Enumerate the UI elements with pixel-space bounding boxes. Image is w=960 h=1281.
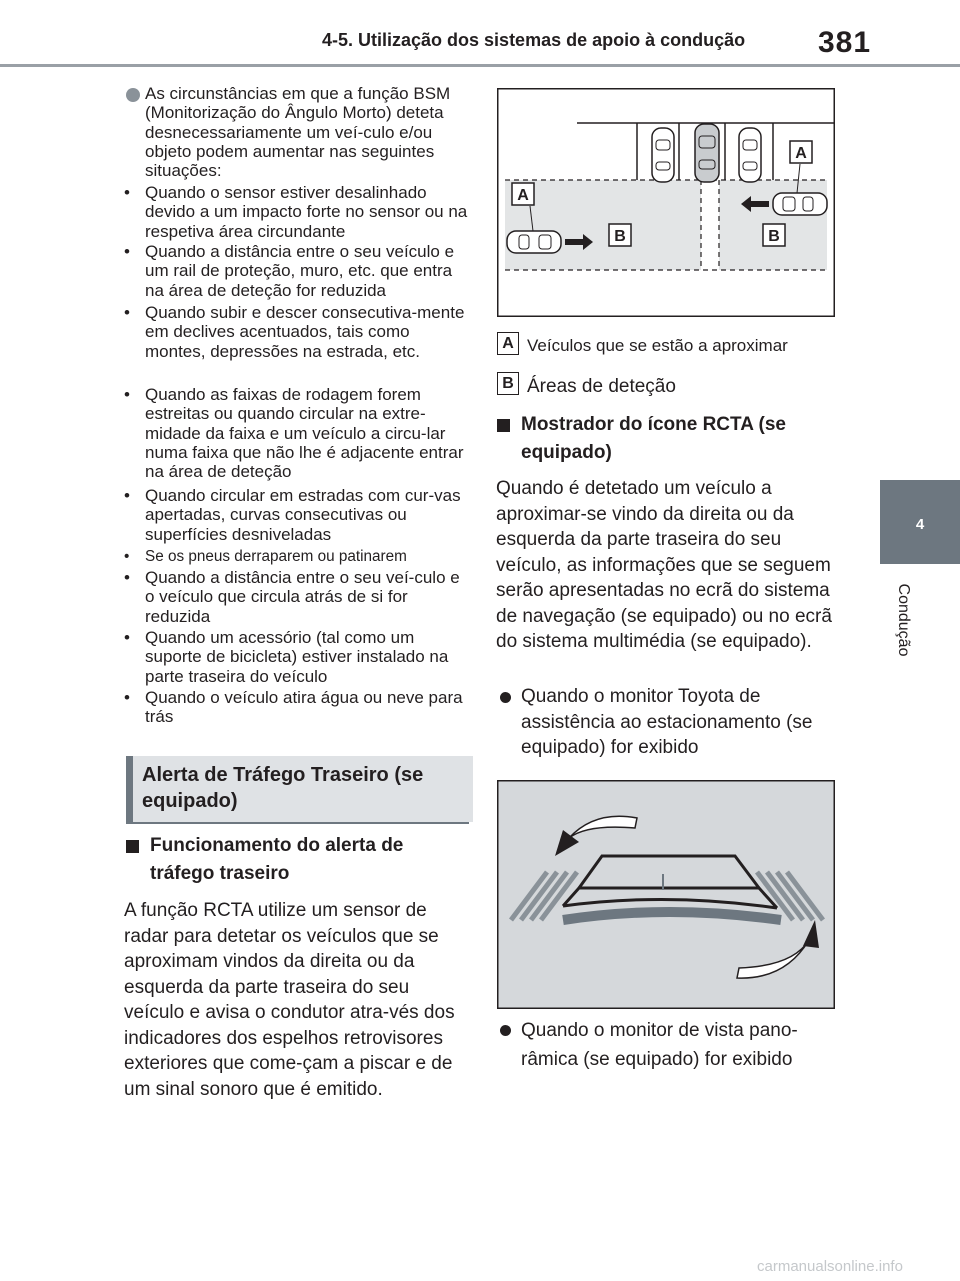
header-rule bbox=[0, 64, 960, 67]
list-item: • Quando a distância entre o seu veí-culo e o veículo que circula atrás de si for reduzida bbox=[124, 568, 469, 626]
subheading-rcta-operation: Funcionamento do alerta de tráfego traseiro bbox=[150, 835, 404, 884]
approaching-car-right-icon bbox=[773, 193, 827, 215]
bullet-text-parking-assist: Quando o monitor Toyota de assistência ao estacionamento (se equipado) for exibido bbox=[521, 686, 813, 758]
caption-label-b: B bbox=[497, 372, 519, 395]
list-item-text: Quando subir e descer consecutiva-mente em declives acentuados, tais como montes, depressões na estrada, etc. bbox=[145, 303, 465, 361]
caption-a-text: Veículos que se estão a aproximar bbox=[527, 336, 788, 355]
svg-text:A: A bbox=[795, 145, 807, 162]
approaching-car-left-icon bbox=[507, 231, 561, 253]
list-item-text: Quando o sensor estiver desalinhado devido a um impacto forte no sensor ou na respetiva área circundante bbox=[145, 183, 468, 241]
parked-car-icon bbox=[652, 128, 674, 182]
list-item-text: Quando as faixas de rodagem forem estreitas ou quando circular na extre-midade da faixa e um veículo a circu-lar numa faixa que não lhe é adjacente entrar na área de deteção bbox=[145, 385, 464, 482]
bullet-dot-icon bbox=[500, 1025, 511, 1036]
list-item: • Quando um acessório (tal como um suporte de bicicleta) estiver instalado na parte traseira do veículo bbox=[124, 628, 469, 686]
list-item: • Quando o veículo atira água ou neve para trás bbox=[124, 688, 469, 727]
section-heading: Alerta de Tráfego Traseiro (se equipado) bbox=[142, 764, 424, 812]
bullet-dot-icon bbox=[126, 88, 140, 102]
rear-monitor-illustration bbox=[497, 780, 835, 1009]
label-a-right bbox=[790, 141, 812, 163]
svg-text:B: B bbox=[768, 228, 780, 245]
own-car-icon bbox=[695, 124, 719, 182]
list-item-text: Quando circular em estradas com cur-vas apertadas, curvas consecutivas ou superfícies desniveladas bbox=[145, 486, 461, 544]
watermark: carmanualsonline.info bbox=[757, 1258, 903, 1275]
rcta-body-text: A função RCTA utilize um sensor de radar para detetar os veículos que se aproximam vindos da direita ou da esquerda da parte traseira do seu veículo e avisa o condutor atra-vés dos indicadores dos espelhos retrovisores exteriores que come-çam a piscar e de um sinal sonoro que é emitido. bbox=[124, 900, 455, 1100]
parking-detection-diagram bbox=[497, 88, 835, 317]
list-item: • Quando subir e descer consecutiva-mente em declives acentuados, tais como montes, depressões na estrada, etc. bbox=[124, 303, 469, 361]
bullet-dot-icon bbox=[500, 692, 511, 703]
caption-label-a: A bbox=[497, 332, 519, 355]
page-number: 381 bbox=[818, 26, 872, 59]
bsm-intro-text: As circunstâncias em que a função BSM (Monitorização do Ângulo Morto) deteta desnecessariamente um veí-culo e/ou objeto podem aumentar nas seguintes situações: bbox=[145, 84, 451, 181]
label-a-left bbox=[512, 183, 534, 205]
list-item: • Quando o sensor estiver desalinhado devido a um impacto forte no sensor ou na respetiva área circundante bbox=[124, 183, 468, 241]
rcta-display-body-text: Quando é detetado um veículo a aproximar-se vindo da direita ou da esquerda da parte traseira do seu veículo, as informações que se seguem serão apresentadas no ecrã do sistema de navegação (se equipado) ou no ecrã do sistema multimédia (se equipado). bbox=[496, 478, 832, 652]
chapter-number: 4 bbox=[915, 516, 925, 533]
list-item: • Se os pneus derraparem ou patinarem bbox=[124, 547, 469, 566]
chapter-label: Condução bbox=[895, 583, 912, 657]
list-item-text: Quando a distância entre o seu veículo e um rail de proteção, muro, etc. que entra na área de deteção for reduzida bbox=[145, 242, 455, 300]
label-b-right bbox=[763, 224, 785, 246]
parked-car-icon bbox=[739, 128, 761, 182]
svg-text:B: B bbox=[614, 228, 626, 245]
list-item-text: Quando a distância entre o seu veí-culo e o veículo que circula atrás de si for reduzida bbox=[145, 568, 460, 626]
bullet-text-panoramic: Quando o monitor de vista pano-râmica (se equipado) for exibido bbox=[521, 1020, 798, 1070]
header-section-title: 4-5. Utilização dos sistemas de apoio à condução bbox=[322, 30, 746, 50]
subheading-square-icon bbox=[497, 419, 510, 432]
list-item: • Quando as faixas de rodagem forem estreitas ou quando circular na extre-midade da faixa e um veículo a circu-lar numa faixa que não lhe é adjacente entrar na área de deteção bbox=[124, 385, 469, 481]
subheading-square-icon bbox=[126, 840, 139, 853]
list-item-text: Quando o veículo atira água ou neve para trás bbox=[145, 688, 463, 727]
subheading-rcta-icon-display: Mostrador do ícone RCTA (se equipado) bbox=[521, 414, 786, 463]
label-b-left bbox=[609, 224, 631, 246]
list-item: • Quando a distância entre o seu veículo e um rail de proteção, muro, etc. que entra na área de deteção for reduzida bbox=[124, 242, 469, 300]
list-item-text: Quando um acessório (tal como um suporte de bicicleta) estiver instalado na parte traseira do veículo bbox=[145, 628, 449, 686]
section-rule bbox=[126, 822, 469, 824]
list-item: • Quando circular em estradas com cur-vas apertadas, curvas consecutivas ou superfícies desniveladas bbox=[124, 486, 469, 544]
caption-b-text: Áreas de deteção bbox=[527, 376, 676, 397]
svg-text:A: A bbox=[517, 187, 529, 204]
list-item-text: Se os pneus derraparem ou patinarem bbox=[145, 548, 407, 565]
